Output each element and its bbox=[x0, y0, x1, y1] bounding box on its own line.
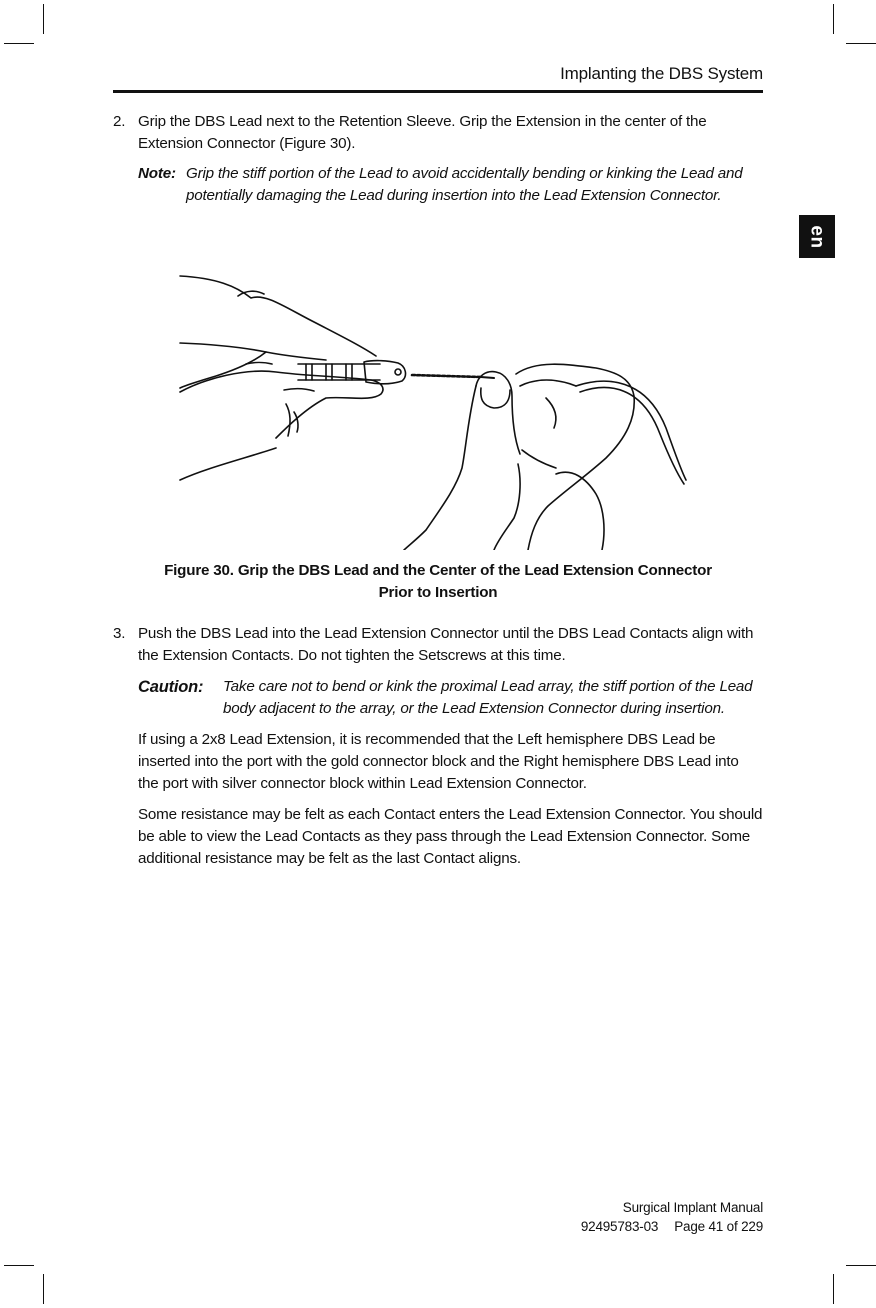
step-3 bbox=[113, 623, 763, 667]
paragraph-resistance: Some resistance may be felt as each Contact enters the Lead Extension Connector. You should be able to view the Lead Contacts as they pass through the Lead Extension Connector. Some additional resistance may be felt as the last Contact aligns. bbox=[138, 806, 763, 867]
caution-text: Take care not to bend or kink the proximal Lead array, the stiff portion of the Lead body adjacent to the array, or the Lead Extension Connector during insertion. bbox=[223, 678, 753, 717]
step-number: 3. bbox=[113, 625, 126, 642]
crop-mark bbox=[43, 1274, 44, 1304]
figure-caption bbox=[113, 560, 763, 604]
caution-label: Caution: bbox=[138, 678, 204, 696]
note-block bbox=[138, 163, 768, 207]
footer-line-2 bbox=[581, 1217, 763, 1236]
caution-block bbox=[138, 676, 768, 720]
language-tab bbox=[799, 215, 835, 258]
note-label: Note: bbox=[138, 165, 176, 182]
running-header: Implanting the DBS System bbox=[560, 64, 763, 83]
paragraph-2x8-extension: If using a 2x8 Lead Extension, it is recommended that the Left hemisphere DBS Lead be inserted into the port with the gold connector block and the Right hemisphere DBS Lead into the port with silver connector block within Lead Extension Connector. bbox=[138, 731, 739, 792]
step-text: Push the DBS Lead into the Lead Extension Connector until the DBS Lead Contacts align with the Extension Contacts. Do not tighten the Setscrews at this time. bbox=[138, 625, 754, 664]
language-tab-label: en bbox=[807, 224, 828, 249]
crop-mark bbox=[846, 43, 876, 44]
manual-title: Surgical Implant Manual bbox=[622, 1200, 763, 1215]
crop-mark bbox=[846, 1265, 876, 1266]
hands-gripping-lead-illustration bbox=[176, 268, 688, 550]
crop-mark bbox=[4, 1265, 34, 1266]
crop-mark bbox=[43, 4, 44, 34]
page-number: Page 41 of 229 bbox=[674, 1219, 763, 1234]
step-2 bbox=[113, 111, 763, 155]
note-text: Grip the stiff portion of the Lead to avoid accidentally bending or kinking the Lead and potentially damaging the Lead during insertion into the Lead Extension Connector. bbox=[186, 165, 743, 204]
part-number: 92495783-03 bbox=[580, 1219, 659, 1234]
step-number: 2. bbox=[113, 113, 126, 130]
crop-mark bbox=[833, 4, 834, 34]
crop-mark bbox=[833, 1274, 834, 1304]
header-rule bbox=[113, 90, 763, 93]
step-text: Grip the DBS Lead next to the Retention Sleeve. Grip the Extension in the center of the Extension Connector (Figure 30). bbox=[138, 113, 707, 152]
page-footer bbox=[581, 1198, 763, 1236]
figure-caption-line-1: Figure 30. Grip the DBS Lead and the Center of the Lead Extension Connector bbox=[164, 562, 712, 579]
figure-caption-line-2: Prior to Insertion bbox=[378, 584, 498, 601]
figure-30-illustration bbox=[176, 268, 688, 550]
crop-mark bbox=[4, 43, 34, 44]
